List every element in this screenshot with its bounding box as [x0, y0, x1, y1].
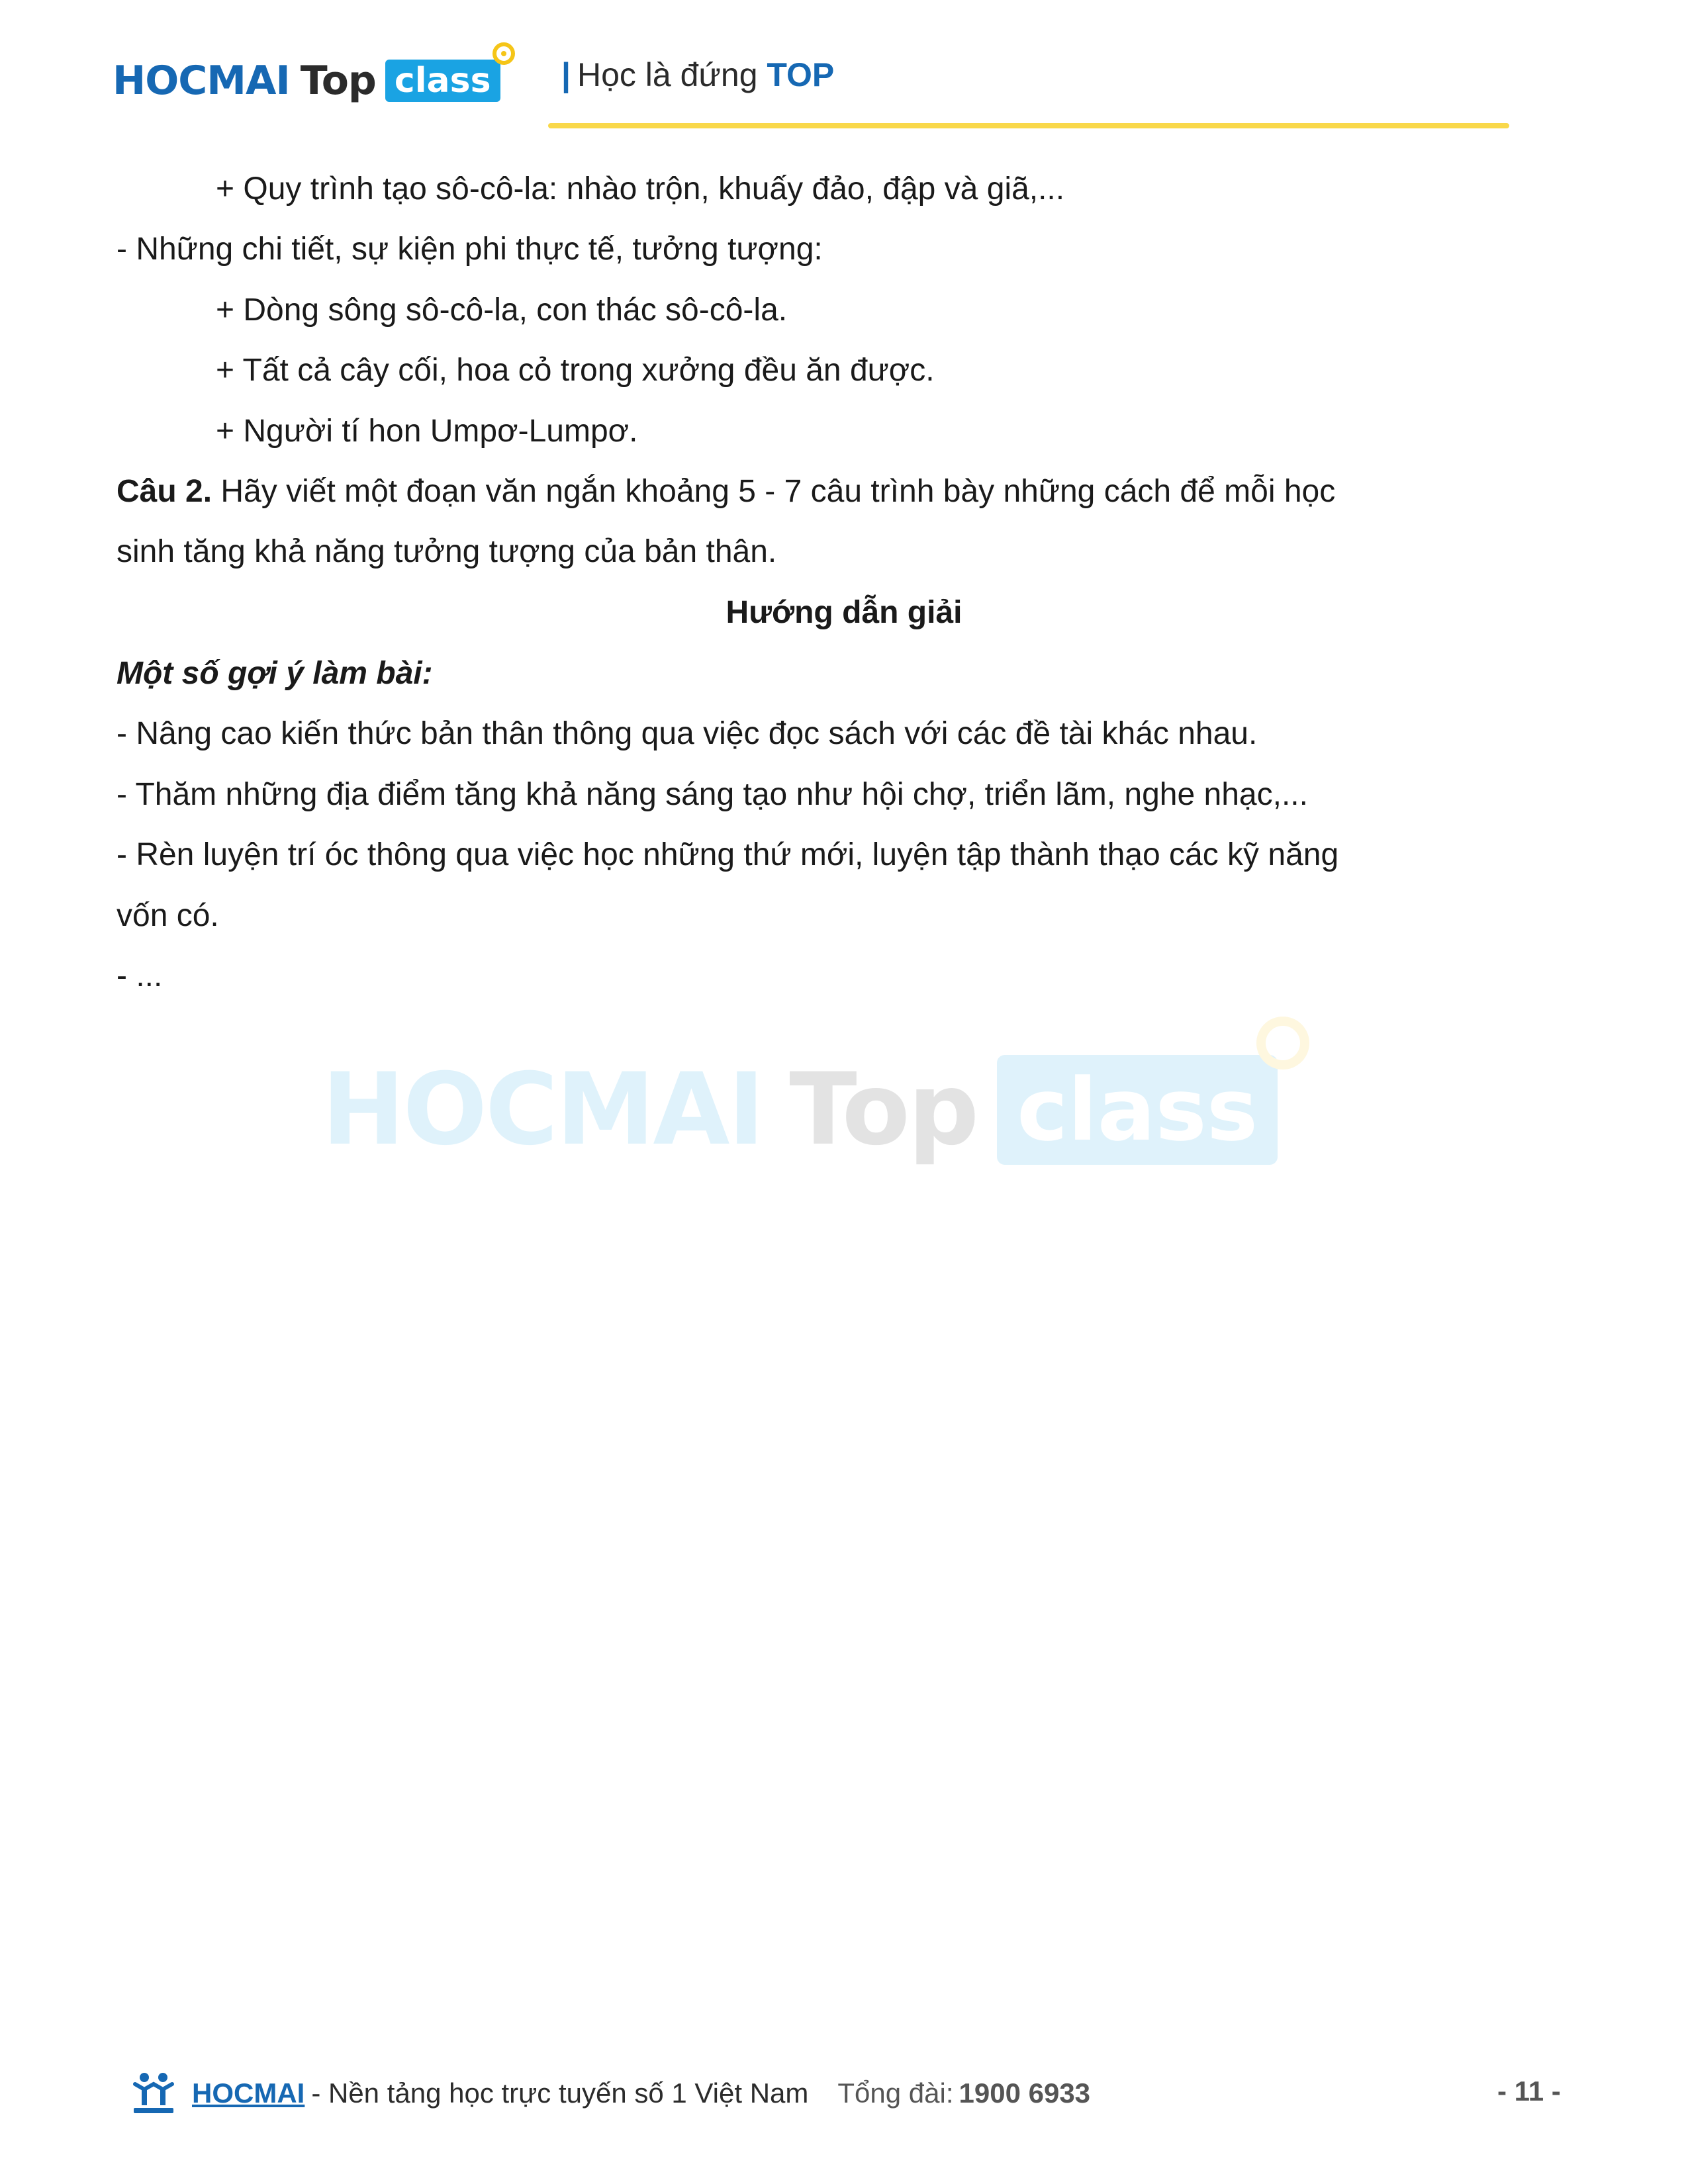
- suggestion-ellipsis: - ...: [117, 958, 163, 993]
- watermark-class-text: class: [1017, 1060, 1258, 1160]
- tagline-emphasis: TOP: [767, 56, 835, 93]
- sun-icon: [492, 42, 515, 65]
- detail-edible-plants: + Tất cả cây cối, hoa cỏ trong xưởng đều ăn được.: [216, 353, 935, 388]
- watermark-logo: [322, 1052, 1278, 1167]
- logo-hocmai-text: HOCMAI: [113, 58, 290, 104]
- suggestions-title: Một số gợi ý làm bài:: [117, 656, 433, 691]
- watermark-sun-icon: [1256, 1017, 1309, 1069]
- suggestion-training: - Rèn luyện trí óc thông qua việc học những thứ mới, luyện tập thành thạo các kỹ năng: [117, 837, 1339, 872]
- question-label: Câu 2.: [117, 474, 212, 509]
- detail-umpo-lumpo: + Người tí hon Umpơ-Lumpơ.: [216, 414, 638, 449]
- question-continuation: sinh tăng khả năng tưởng tượng của bản thân.: [117, 534, 777, 569]
- suggestion-reading: - Nâng cao kiến thức bản thân thông qua việc đọc sách với các đề tài khác nhau.: [117, 716, 1258, 751]
- tagline-divider: |: [561, 56, 571, 93]
- suggestion-visiting: - Thăm những địa điểm tăng khả năng sáng tạo như hội chợ, triển lãm, nghe nhạc,...: [117, 777, 1308, 812]
- detail-river: + Dòng sông sô-cô-la, con thác sô-cô-la.: [216, 293, 788, 328]
- watermark-class: [997, 1055, 1278, 1165]
- watermark-top: Top: [789, 1052, 978, 1167]
- hotline-number: 1900 6933: [959, 2077, 1091, 2109]
- logo-top-text: Top: [300, 58, 376, 104]
- footer-brand-link[interactable]: HOCMAI: [192, 2077, 305, 2109]
- hocmai-topclass-logo: [113, 54, 500, 107]
- hotline-label: Tổng đài:: [837, 2077, 954, 2109]
- header-tagline: [561, 56, 834, 94]
- process-line: + Quy trình tạo sô-cô-la: nhào trộn, khuấy đảo, đập và giã,...: [216, 171, 1065, 206]
- footer-tagline: - Nền tảng học trực tuyến số 1 Việt Nam: [311, 2077, 809, 2109]
- page-number: - 11 -: [1497, 2075, 1561, 2107]
- header-underline: [548, 123, 1509, 128]
- logo-class-badge: [385, 60, 500, 102]
- guide-title: Hướng dẫn giải: [726, 595, 962, 630]
- logo-class-text: class: [394, 61, 491, 101]
- tagline-prefix: Học là đứng: [577, 56, 767, 93]
- footer: [130, 2070, 1090, 2116]
- watermark-hocmai: HOCMAI: [322, 1052, 763, 1167]
- hocmai-people-icon: [130, 2070, 177, 2117]
- question-text: Hãy viết một đoạn văn ngắn khoảng 5 - 7 câu trình bày những cách để mỗi học: [212, 474, 1336, 509]
- unreal-details-heading: - Những chi tiết, sự kiện phi thực tế, tưởng tượng:: [117, 232, 823, 267]
- suggestion-training-cont: vốn có.: [117, 898, 219, 933]
- question-2: [117, 473, 1335, 510]
